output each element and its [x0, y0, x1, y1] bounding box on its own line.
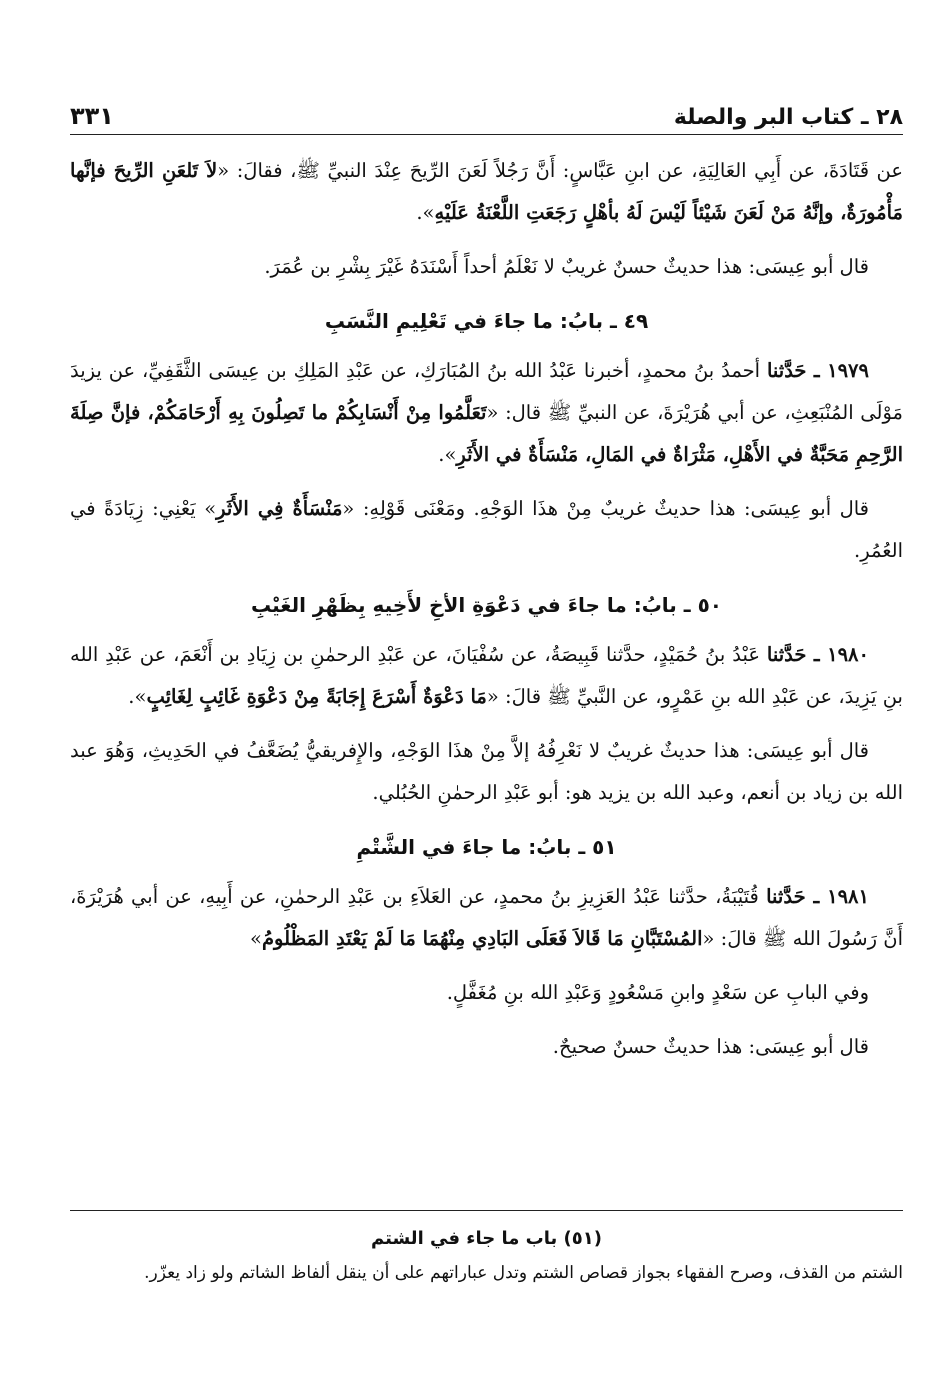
hadith-number: ١٩٨٠ ـ حَدَّثنا	[766, 643, 869, 666]
commentary-text: وفي البابِ عن سَعْدٍ وابنِ مَسْعُودٍ وَعَبْدِ الله بنِ مُغَفَّلٍ.	[446, 981, 869, 1004]
narration-text: عَبْدُ بنُ حُمَيْدٍ، حدَّثنا قَبِيصَةُ، عن سُفْيَانَ، عن عَبْدِ الرحمٰنِ بن زِيَادِ بن أَنْعَمَ، عن عَبْدِ الله بنِ يَزِيدَ، عن عَبْدِ الله بنِ عَمْرٍو، عن النَّبيِّ ﷺ قالَ: «	[70, 643, 903, 708]
commentary-paragraph	[70, 972, 903, 1014]
hadith-text: مَا دَعْوَةٌ أَسْرَعَ إِجَابَةً مِنْ دَعْوَةِ غَائِبٍ لِغَائِبٍ	[146, 685, 487, 708]
narration-text: قُتَيْبَةُ، حدَّثنا عَبْدُ العَزِيزِ بنُ محمدٍ، عن العَلاَءِ بن عَبْدِ الرحمٰنِ، عن أَبِيهِ، عن أبي هُرَيْرَةَ، أَنَّ رَسُولَ الله ﷺ قالَ: «	[70, 885, 903, 950]
chapter-heading: ٥١ ـ بابُ: ما جاءَ في الشَّتْمِ	[356, 835, 617, 859]
hadith-text: لاَ تَلعَنِ الرِّيحَ فإنَّها مَأْمُورَةٌ، وإنَّهُ مَنْ لَعَنَ شَيْئاً لَيْسَ لَهُ بأهْلٍ رَجَعَتِ اللَّعْنَةُ عَلَيْهِ	[70, 159, 903, 224]
footnote-title: (٥١) باب ما جاء في الشتم	[371, 1228, 602, 1249]
commentary-paragraph	[70, 246, 903, 288]
running-title: ٢٨ ـ كتاب البر والصلة	[673, 105, 903, 130]
narration-text: أحمدُ بنُ محمدٍ، أخبرنا عَبْدُ الله بنُ المُبَارَكِ، عن عَبْدِ المَلِكِ بن عِيسَى الثَّقَفِيِّ، عن يزيدَ مَوْلَى المُنْبَعِثِ، عن أبي هُرَيْرَةَ، عن النبيِّ ﷺ قال: «	[70, 359, 903, 424]
footnote-text: الشتم من القذف، وصرح الفقهاء بجواز قصاص الشتم وتدل عباراتهم على أن ينقل ألفاظ الشاتم ولو زاد يعزّر.	[144, 1263, 903, 1283]
commentary-paragraph	[70, 488, 903, 572]
commentary-text: قال أبو عِيسَى: هذا حديثٌ حسنٌ غريبٌ لا نَعْلَمُ أحداً أَسْنَدَهُ غَيْرَ بِشْرِ بن عُمَرَ.	[264, 255, 869, 278]
hadith-number: ١٩٧٩ ـ حَدَّثنا	[766, 359, 870, 382]
narration-text: عن قَتَادَةَ، عن أَبِي العَالِيَةِ، عن ابنِ عَبَّاسٍ: أَنَّ رَجُلاً لَعَنَ الرِّيحَ عِنْدَ النبيِّ ﷺ، فقالَ: «	[217, 159, 904, 182]
closing-mark: »	[250, 927, 262, 950]
commentary-paragraph	[70, 730, 903, 814]
footnote-divider	[70, 1210, 903, 1211]
quoted-phrase: مَنْسَأَةٌ فِي الأَثَرِ	[216, 497, 343, 520]
commentary-text: قال أبو عِيسَى: هذا حديثٌ غريبٌ لا نَعْرِفُهُ إلاَّ مِنْ هذَا الوَجْهِ، والإِفريقيُّ يُضَعَّفُ في الحَدِيثِ، وَهُوَ عبد الله بن زياد بن أنعم، وعبد الله بن يزيد هو: أبو عَبْدِ الرحمٰنِ الحُبُلي.	[70, 739, 903, 804]
closing-mark: ».	[128, 685, 147, 708]
hadith-number: ١٩٨١ ـ حَدَّثنا	[766, 885, 869, 908]
commentary-text: قال أبو عِيسَى: هذا حديثٌ حسنٌ صحيحٌ.	[552, 1035, 869, 1058]
hadith-paragraph	[70, 876, 903, 960]
hadith-paragraph	[70, 350, 903, 476]
hadith-paragraph	[70, 150, 903, 234]
main-text	[70, 150, 903, 1080]
chapter-heading: ٥٠ ـ بابُ: ما جاءَ في دَعْوَةِ الأخِ لأَخِيهِ بِظَهْرِ الغَيْبِ	[250, 593, 723, 617]
commentary-paragraph	[70, 1026, 903, 1068]
footnote	[70, 1220, 903, 1288]
page-header	[70, 86, 903, 135]
chapter-heading: ٤٩ ـ بابُ: ما جاءَ في تَعْلِيمِ النَّسَبِ	[324, 309, 649, 333]
hadith-text: المُسْتَبَّانِ مَا قَالاَ فَعَلَى البَادِي مِنْهُمَا مَا لَمْ يَعْتَدِ المَظْلُومُ	[261, 927, 703, 950]
page-number: ٣٣١	[70, 102, 114, 130]
hadith-text: تَعَلَّمُوا مِنْ أَنْسَابِكُمْ ما تَصِلُونَ بِهِ أَرْحَامَكُمْ، فإنَّ صِلَةَ الرَّحِمِ مَحَبَّةٌ في الأَهْلِ، مَثْرَاةٌ في المَالِ، مَنْسَأَةٌ في الأَثَرِ	[70, 401, 903, 466]
commentary-text: » يَعْنِي: زِيَادَةً في العُمُرِ.	[70, 497, 903, 562]
closing-mark: ».	[438, 443, 457, 466]
hadith-paragraph	[70, 634, 903, 718]
commentary-text: قال أبو عِيسَى: هذا حديثٌ غريبٌ مِنْ هذَا الوَجْهِ. ومَعْنَى قَوْلِهِ: «	[342, 497, 870, 520]
closing-mark: ».	[416, 201, 435, 224]
